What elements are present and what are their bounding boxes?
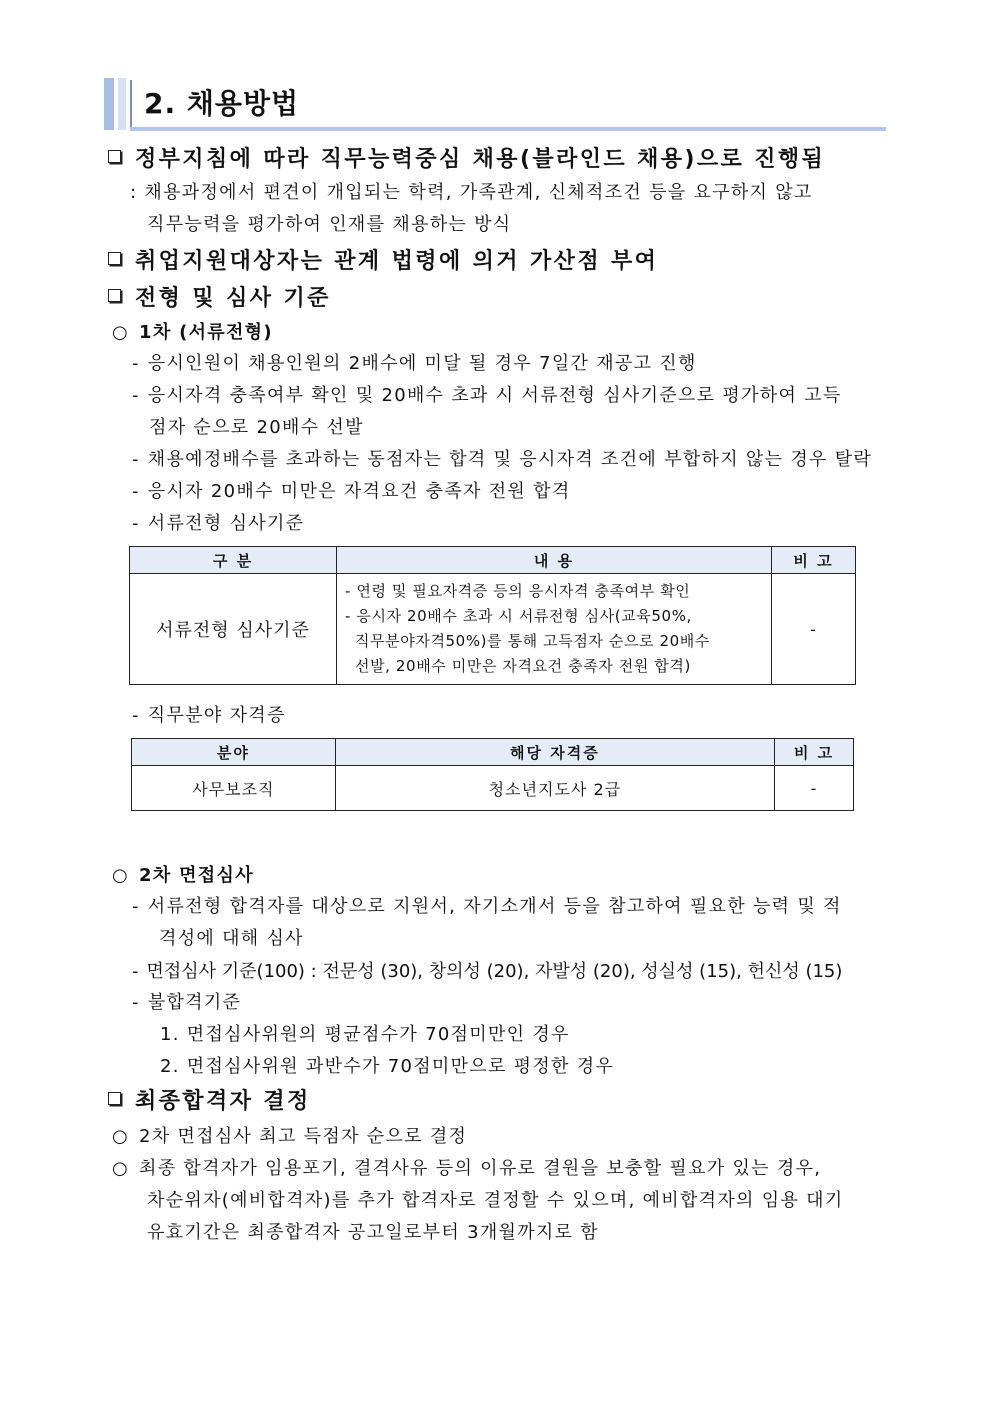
stage2-item: - 서류전형 합격자를 대상으로 지원서, 자기소개서 등을 참고하여 필요한 능력 및 적 bbox=[132, 896, 842, 917]
header-accent-bar-light bbox=[118, 78, 126, 130]
stage2-title: ○ 2차 면접심사 bbox=[112, 865, 254, 886]
header-divider bbox=[130, 80, 132, 130]
circle-bullet-icon: ○ bbox=[112, 1126, 130, 1147]
table-cell: 사무보조직 bbox=[132, 766, 336, 811]
stage1-item-continued: 점자 순으로 20배수 선발 bbox=[149, 417, 364, 438]
header-underline bbox=[130, 127, 886, 131]
heading-final-selection: 최종합격자 결정 bbox=[108, 1084, 311, 1115]
stage2-item-continued: 격성에 대해 심사 bbox=[159, 928, 304, 949]
table-header-cell: 비 고 bbox=[772, 547, 856, 574]
table-note-cell: - bbox=[772, 574, 856, 685]
final-item: ○ 최종 합격자가 임용포기, 결격사유 등의 이유로 결원을 보충할 필요가 있는 경우, bbox=[112, 1158, 822, 1179]
content-line: - 연령 및 필요자격증 등의 응시자격 충족여부 확인 bbox=[345, 582, 691, 600]
stage1-item: - 응시자 20배수 미만은 자격요건 충족자 전원 합격 bbox=[132, 481, 571, 502]
document-screening-table bbox=[129, 546, 856, 685]
table-header-cell: 비 고 bbox=[775, 739, 854, 766]
table-row bbox=[132, 766, 854, 811]
section-title: 2. 채용방법 bbox=[144, 87, 300, 120]
circle-bullet-icon: ○ bbox=[112, 322, 130, 343]
stage1-item: - 직무분야 자격증 bbox=[132, 705, 286, 726]
stage1-title: ○ 1차 (서류전형) bbox=[112, 322, 273, 343]
content-line: 선발, 20배수 미만은 자격요건 충족자 전원 합격) bbox=[355, 657, 691, 675]
final-item: ○ 2차 면접심사 최고 득점자 순으로 결정 bbox=[112, 1126, 468, 1147]
heading-bonus-points: 취업지원대상자는 관계 법령에 의거 가산점 부여 bbox=[108, 244, 658, 275]
checkbox-bullet-icon bbox=[108, 289, 121, 302]
table-header-cell: 분야 bbox=[132, 739, 336, 766]
final-item-continued: 유효기간은 최종합격자 공고일로부터 3개월까지로 함 bbox=[147, 1222, 599, 1243]
fail-criterion-2: 2. 면접심사위원 과반수가 70점미만으로 평정한 경우 bbox=[160, 1056, 615, 1077]
certificate-table bbox=[131, 738, 854, 811]
table-header-cell: 구 분 bbox=[130, 547, 337, 574]
section-header bbox=[104, 78, 886, 132]
stage2-item: - 면접심사 기준(100) : 전문성 (30), 창의성 (20), 자발성 (20), 성실성 (15), 헌신성 (15) bbox=[132, 961, 843, 982]
table-header-cell: 해당 자격증 bbox=[335, 739, 774, 766]
stage1-item: - 응시인원이 채용인원의 2배수에 미달 될 경우 7일간 재공고 진행 bbox=[132, 353, 697, 374]
stage1-item: - 서류전형 심사기준 bbox=[132, 513, 305, 534]
table-row-label: 서류전형 심사기준 bbox=[130, 574, 337, 685]
table-content-cell bbox=[337, 574, 772, 685]
table-header-row bbox=[130, 547, 856, 574]
checkbox-bullet-icon bbox=[108, 252, 121, 265]
fail-criterion-1: 1. 면접심사위원의 평균점수가 70점미만인 경우 bbox=[160, 1024, 570, 1045]
table-cell: 청소년지도사 2급 bbox=[335, 766, 774, 811]
heading-note-line-1: : 채용과정에서 편견이 개입되는 학력, 가족관계, 신체적조건 등을 요구하지 않고 bbox=[130, 182, 813, 203]
table-cell: - bbox=[775, 766, 854, 811]
stage1-item: - 채용예정배수를 초과하는 동점자는 합격 및 응시자격 조건에 부합하지 않는 경우 탈락 bbox=[132, 449, 873, 470]
final-item-continued: 차순위자(예비합격자)를 추가 합격자로 결정할 수 있으며, 예비합격자의 임용 대기 bbox=[147, 1190, 844, 1211]
circle-bullet-icon: ○ bbox=[112, 1158, 130, 1179]
table-header-row bbox=[132, 739, 854, 766]
circle-bullet-icon: ○ bbox=[112, 865, 130, 886]
content-line: 직무분야자격50%)를 통해 고득점자 순으로 20배수 bbox=[355, 632, 710, 650]
checkbox-bullet-icon bbox=[108, 1092, 121, 1105]
table-header-cell: 내 용 bbox=[337, 547, 772, 574]
heading-note-line-2: 직무능력을 평가하여 인재를 채용하는 방식 bbox=[147, 214, 512, 235]
stage2-item: - 불합격기준 bbox=[132, 992, 242, 1013]
header-accent-bar bbox=[104, 78, 114, 130]
content-line: - 응시자 20배수 초과 시 서류전형 심사(교육50%, bbox=[345, 607, 692, 625]
heading-screening-criteria: 전형 및 심사 기준 bbox=[108, 281, 331, 312]
table-row bbox=[130, 574, 856, 685]
checkbox-bullet-icon bbox=[108, 150, 121, 163]
heading-blind-hiring: 정부지침에 따라 직무능력중심 채용(블라인드 채용)으로 진행됨 bbox=[108, 142, 825, 173]
stage1-item: - 응시자격 충족여부 확인 및 20배수 초과 시 서류전형 심사기준으로 평가하여 고득 bbox=[132, 385, 842, 406]
